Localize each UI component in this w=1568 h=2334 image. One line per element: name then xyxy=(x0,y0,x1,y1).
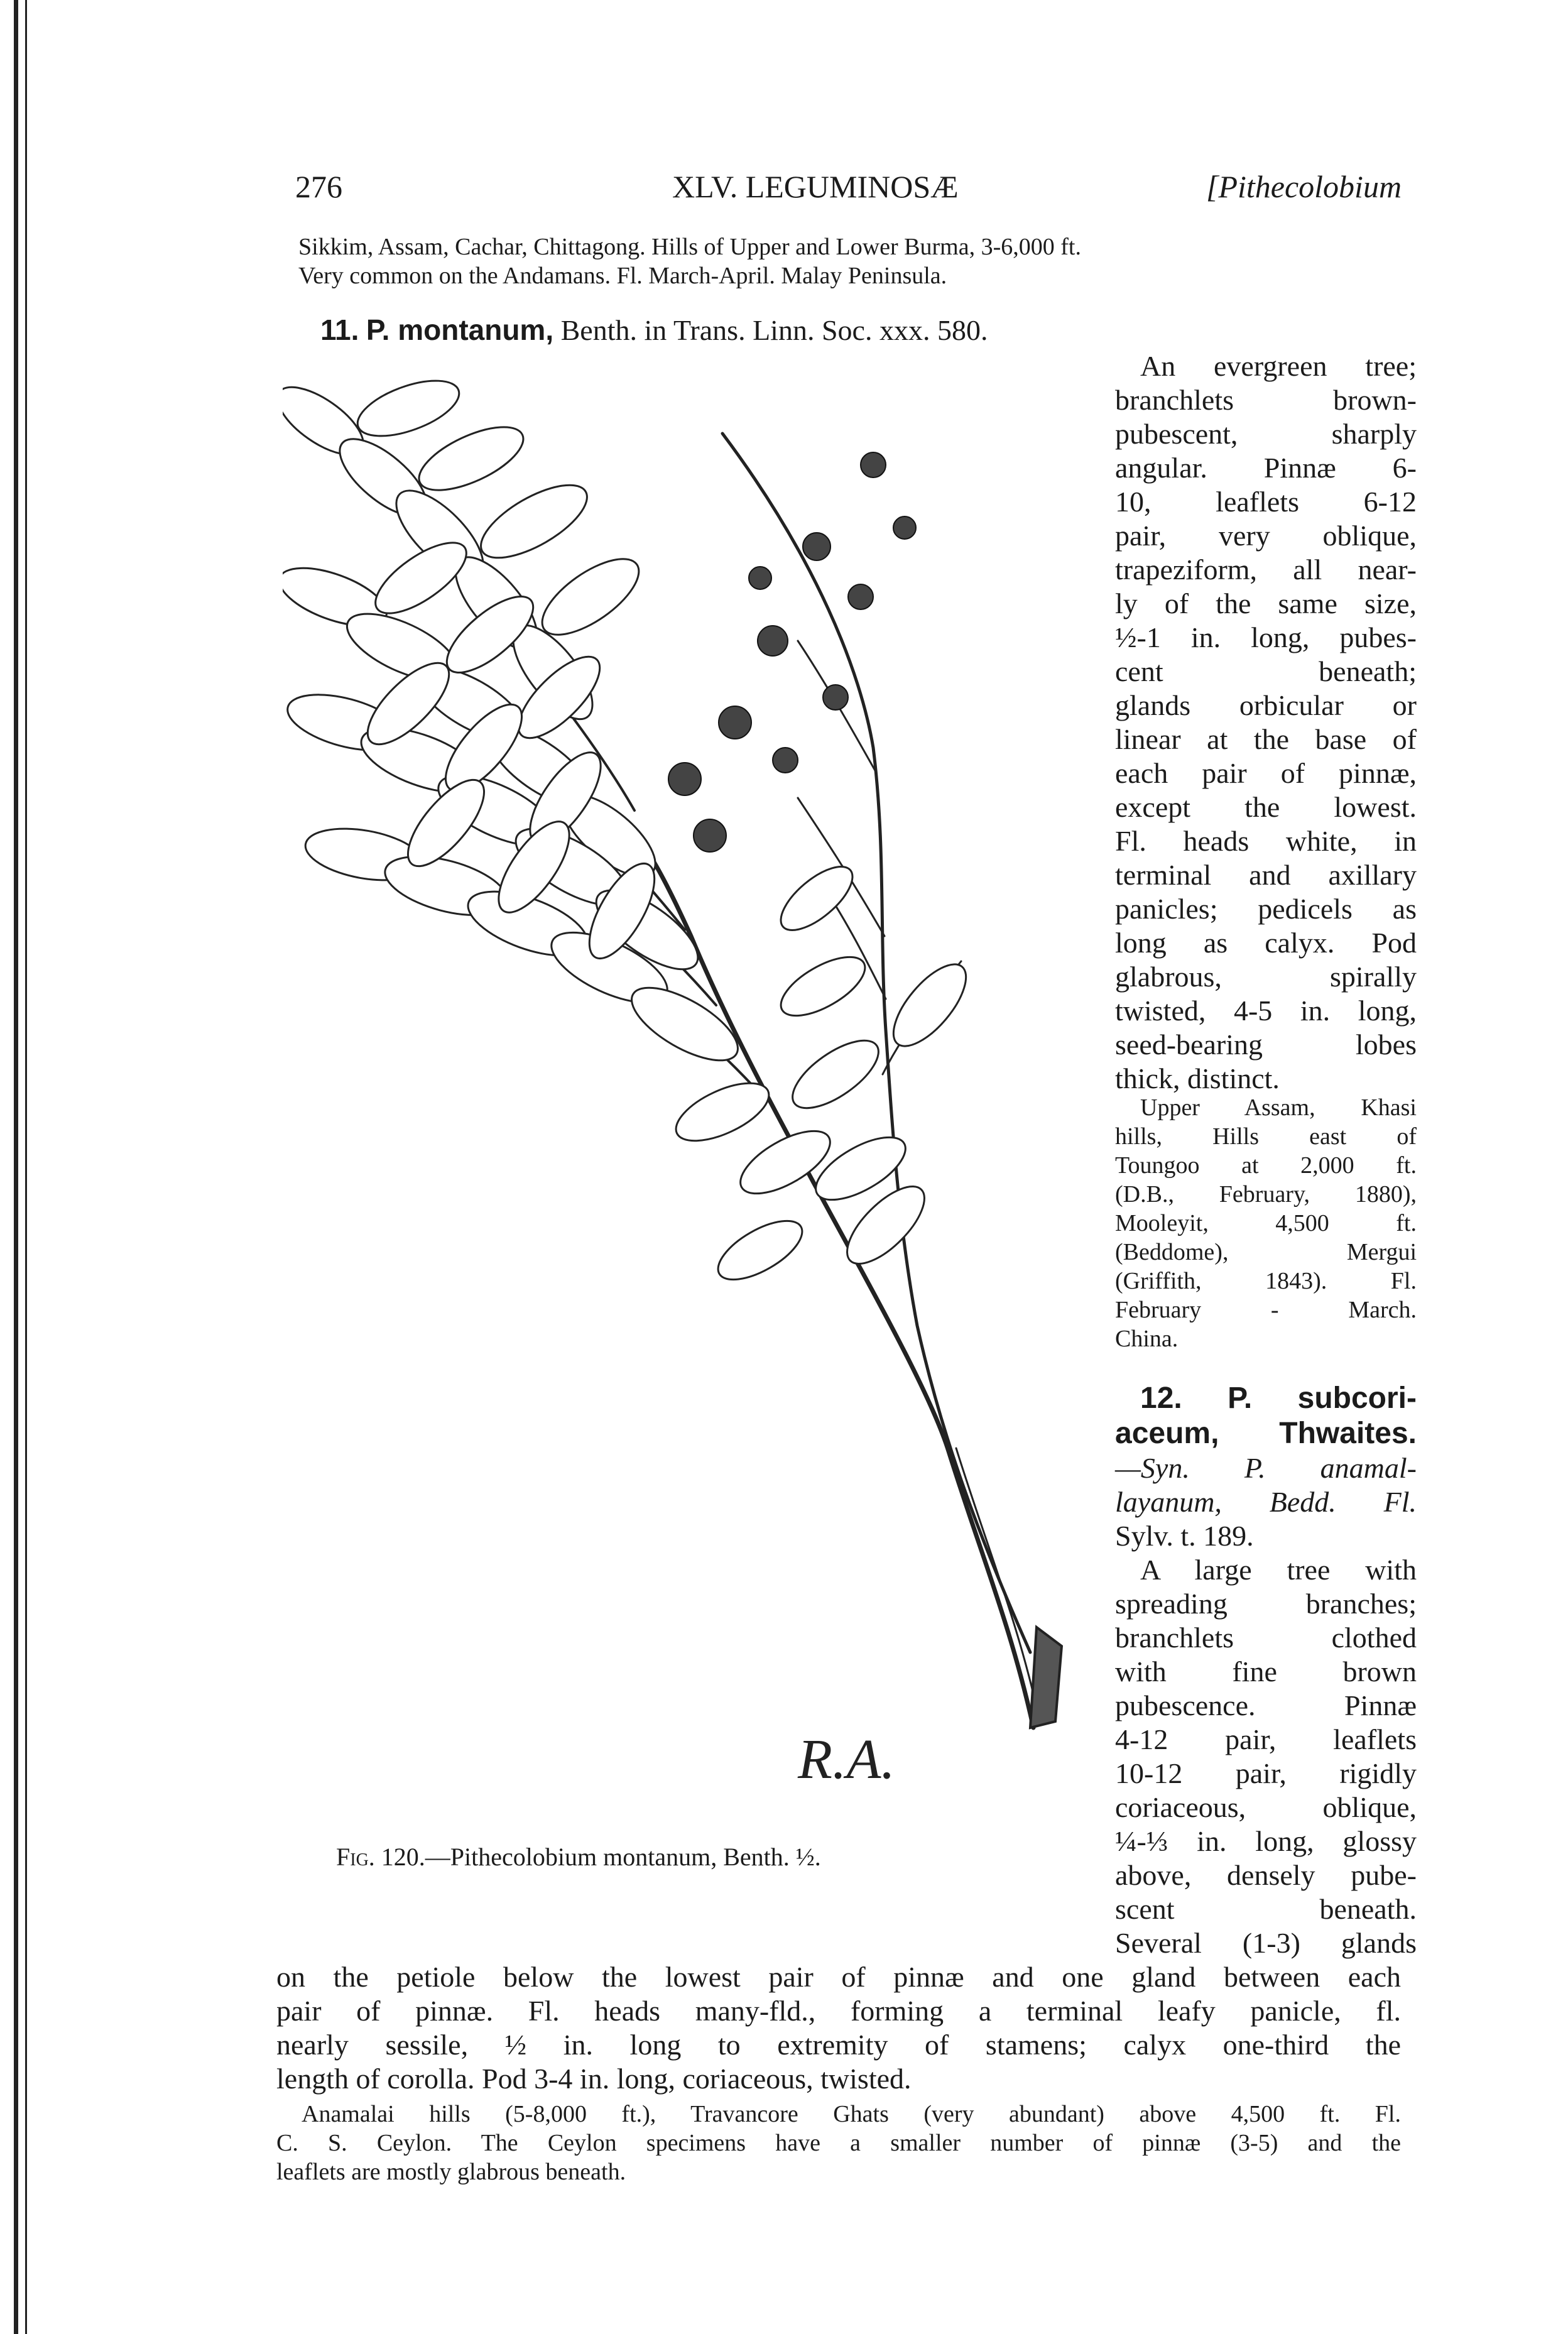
distribution-line: Mooleyit, 4,500 ft. xyxy=(1115,1210,1417,1236)
description-line: Fl. heads white, in xyxy=(1115,825,1417,857)
description-line: panicles; pedicels as xyxy=(1115,893,1417,925)
description-line: spreading branches; xyxy=(1115,1588,1417,1620)
description-line: terminal and axillary xyxy=(1115,859,1417,891)
distribution-line: (D.B., February, 1880), xyxy=(1115,1181,1417,1208)
description-line: each pair of pinnæ, xyxy=(1115,757,1417,789)
continuation-line: length of corolla. Pod 3-4 in. long, coriaceous, twisted. xyxy=(276,2063,912,2095)
description-line: glands orbicular or xyxy=(1115,689,1417,721)
description-line: 4-12 pair, leaflets xyxy=(1115,1723,1417,1755)
intro-distribution xyxy=(298,232,1423,290)
description-line: linear at the base of xyxy=(1115,723,1417,755)
species-12-name-line: 12. P. subcori- xyxy=(1140,1382,1417,1415)
distribution-line: China. xyxy=(1115,1326,1179,1352)
leaflet xyxy=(471,471,598,572)
flower-head xyxy=(749,567,771,589)
species-12-heading xyxy=(1115,1381,1417,1451)
flower-head xyxy=(773,748,798,773)
distribution-line: hills, Hills east of xyxy=(1115,1123,1417,1150)
species-12-distribution xyxy=(276,2100,1401,2186)
description-line: An evergreen tree; xyxy=(1140,350,1417,382)
distribution-line: (Beddome), Mergui xyxy=(1115,1239,1417,1265)
leaflet xyxy=(351,371,466,447)
description-line: pubescent, sharply xyxy=(1115,418,1417,450)
leaflet xyxy=(410,414,532,503)
species-name: P. montanum, xyxy=(366,314,554,346)
species-12-continuation xyxy=(276,1960,1401,2096)
flower-head xyxy=(861,452,886,477)
description-line: thick, distinct. xyxy=(1115,1062,1280,1094)
species-11-heading xyxy=(320,313,988,347)
description-line: seed-bearing lobes xyxy=(1115,1028,1417,1061)
description-line: A large tree with xyxy=(1140,1554,1417,1586)
species-11-distribution xyxy=(1115,1093,1417,1353)
description-line: pair, very oblique, xyxy=(1115,520,1417,552)
description-line: ¼-⅓ in. long, glossy xyxy=(1115,1825,1417,1857)
description-line: glabrous, spirally xyxy=(1115,961,1417,993)
continuation-line: pair of pinnæ. Fl. heads many-fld., forming a terminal leafy panicle, fl. xyxy=(276,1995,1401,2027)
distribution-line: (Griffith, 1843). Fl. xyxy=(1115,1268,1417,1294)
stem-base-cut xyxy=(1030,1627,1062,1728)
description-line: 10, leaflets 6-12 xyxy=(1115,486,1417,518)
leaflet xyxy=(530,545,650,648)
species-12-name-line: aceum, Thwaites. xyxy=(1115,1417,1417,1450)
description-line: 10-12 pair, rigidly xyxy=(1115,1757,1417,1789)
description-line: trapeziform, all near- xyxy=(1115,554,1417,586)
description-line: ½-1 in. long, pubes- xyxy=(1115,621,1417,653)
description-line: Several (1-3) glands xyxy=(1115,1927,1417,1959)
distribution-line: Upper Assam, Khasi xyxy=(1140,1094,1417,1121)
species-11-description xyxy=(1115,349,1417,1096)
description-line: angular. Pinnæ 6- xyxy=(1115,452,1417,484)
species-12-description xyxy=(1115,1553,1417,1960)
species-number: 11. xyxy=(320,314,359,346)
synonym-line: layanum, Bedd. Fl. xyxy=(1115,1486,1417,1518)
description-line: pubescence. Pinnæ xyxy=(1115,1689,1417,1721)
description-line: twisted, 4-5 in. long, xyxy=(1115,995,1417,1027)
flower-head xyxy=(823,685,848,710)
description-line: with fine brown xyxy=(1115,1655,1417,1688)
description-line: long as calyx. Pod xyxy=(1115,927,1417,959)
flower-head xyxy=(668,763,701,795)
leaflets xyxy=(283,371,978,1291)
description-line: scent beneath. xyxy=(1115,1893,1417,1925)
leaflet xyxy=(709,1209,811,1291)
intro-line: Sikkim, Assam, Cachar, Chittagong. Hills of Upper and Lower Burma, 3-6,000 ft. xyxy=(298,234,1081,260)
distribution-line: Anamalai hills (5-8,000 ft.), Travancore Ghats (very abundant) above 4,500 ft. Fl. xyxy=(302,2101,1401,2127)
distribution-line: C. S. Ceylon. The Ceylon specimens have a smaller number of pinnæ (3-5) and the xyxy=(276,2130,1401,2156)
branch-stem xyxy=(722,434,1030,1652)
flower-head xyxy=(719,706,751,739)
description-line: branchlets clothed xyxy=(1115,1622,1417,1654)
flower-head xyxy=(694,819,726,852)
description-line: cent beneath; xyxy=(1115,655,1417,687)
description-line: except the lowest. xyxy=(1115,791,1417,823)
distribution-line: leaflets are mostly glabrous beneath. xyxy=(276,2159,626,2185)
synonym-line: —Syn. P. anamal- xyxy=(1115,1452,1417,1484)
synonym-line: Sylv. t. 189. xyxy=(1115,1520,1254,1552)
description-line: coriaceous, oblique, xyxy=(1115,1791,1417,1823)
description-line: above, densely pube- xyxy=(1115,1859,1417,1891)
distribution-line: Toungoo at 2,000 ft. xyxy=(1115,1152,1417,1179)
leaflet xyxy=(782,1028,889,1120)
species-12-synonym xyxy=(1115,1451,1417,1553)
main-stem-edge xyxy=(956,1448,1040,1721)
flower-head xyxy=(893,516,916,539)
figure-label: Fig. 120. xyxy=(336,1843,425,1871)
figure-caption-text: —Pithecolobium montanum, Benth. ½. xyxy=(425,1843,821,1871)
plant-stems xyxy=(308,408,1062,1728)
description-line: ly of the same size, xyxy=(1115,587,1417,619)
running-header xyxy=(295,168,1413,212)
leaflet xyxy=(772,946,874,1027)
leaflet xyxy=(881,953,979,1057)
flower-head xyxy=(803,533,830,560)
species-citation: Benth. in Trans. Linn. Soc. xxx. 580. xyxy=(560,314,988,346)
continuation-line: nearly sessile, ½ in. long to extremity of stamens; calyx one-third the xyxy=(276,2029,1401,2061)
family-heading: XLV. LEGUMINOSÆ xyxy=(672,169,959,204)
plant-illustration xyxy=(283,371,1112,1803)
intro-line: Very common on the Andamans. Fl. March-April. Malay Peninsula. xyxy=(298,263,947,289)
flower-head xyxy=(848,584,873,609)
page-number: 276 xyxy=(295,169,342,204)
continuation-line: on the petiole below the lowest pair of pinnæ and one gland between each xyxy=(276,1961,1401,1993)
distribution-line: February - March. xyxy=(1115,1297,1417,1323)
artist-signature: R.A. xyxy=(798,1728,895,1791)
description-line: branchlets brown- xyxy=(1115,384,1417,416)
page-edge-line xyxy=(14,0,18,2334)
flower-head xyxy=(758,626,788,656)
page-edge-line-thin xyxy=(25,0,27,2334)
figure-caption xyxy=(336,1842,821,1872)
genus-heading: [Pithecolobium xyxy=(1206,169,1402,204)
